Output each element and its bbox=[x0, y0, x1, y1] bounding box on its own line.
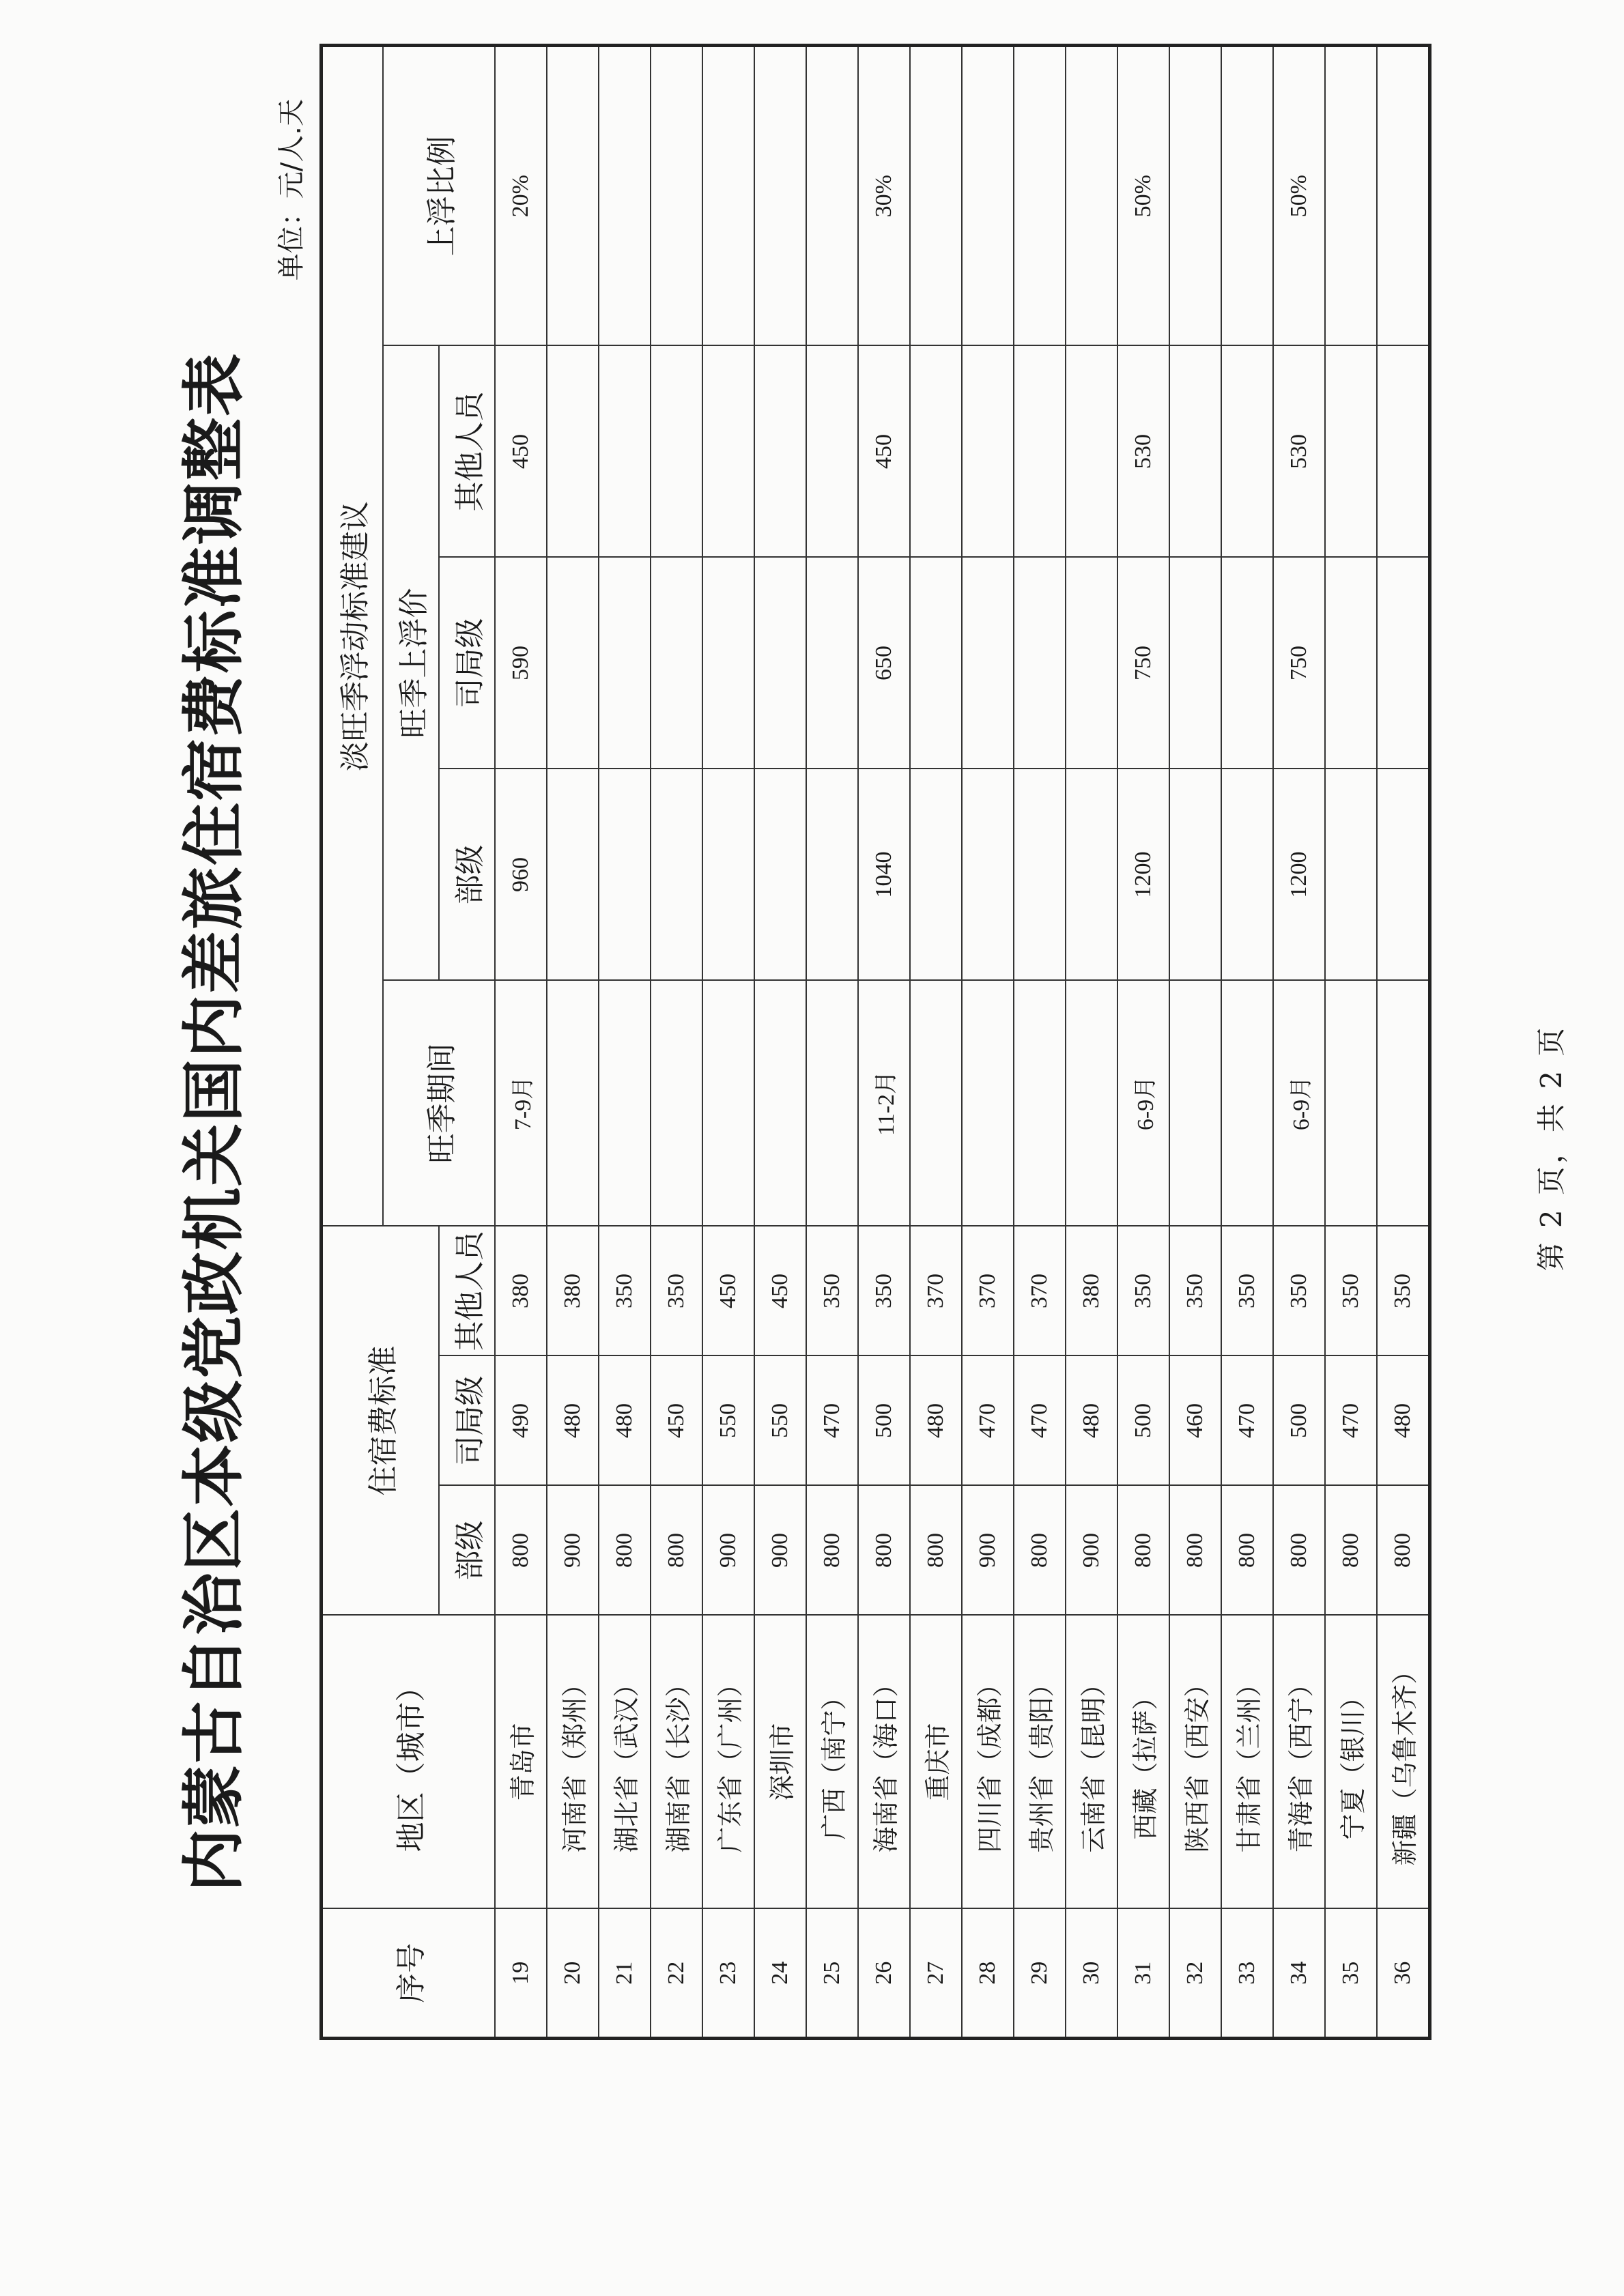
cell-ratio bbox=[1066, 45, 1117, 345]
cell-peak-minister bbox=[1221, 769, 1273, 981]
cell-seq: 23 bbox=[702, 1909, 754, 2039]
cell-ratio bbox=[1325, 45, 1377, 345]
cell-seq: 29 bbox=[1014, 1909, 1066, 2039]
cell-director: 470 bbox=[1014, 1356, 1066, 1486]
table-row bbox=[495, 45, 547, 2038]
table-row bbox=[858, 45, 910, 2038]
cell-peak-minister: 1200 bbox=[1117, 769, 1169, 981]
table-row bbox=[806, 45, 858, 2038]
cell-others: 350 bbox=[1273, 1226, 1325, 1356]
cell-peak-director bbox=[702, 558, 754, 769]
cell-director: 480 bbox=[1377, 1356, 1430, 1486]
header-peak-director: 司局级 bbox=[439, 558, 495, 769]
cell-peak-period bbox=[910, 981, 962, 1226]
cell-region: 新疆（乌鲁木齐） bbox=[1377, 1616, 1430, 1909]
cell-seq: 33 bbox=[1221, 1909, 1273, 2039]
cell-seq: 36 bbox=[1377, 1909, 1430, 2039]
cell-others: 350 bbox=[1117, 1226, 1169, 1356]
cell-peak-director bbox=[910, 558, 962, 769]
table-row bbox=[702, 45, 754, 2038]
cell-ratio bbox=[702, 45, 754, 345]
cell-region: 西藏（拉萨） bbox=[1117, 1616, 1169, 1909]
cell-ratio bbox=[1377, 45, 1430, 345]
cell-peak-period bbox=[651, 981, 702, 1226]
cell-peak-director bbox=[806, 558, 858, 769]
cell-region: 广东省（广州） bbox=[702, 1616, 754, 1909]
cell-peak-others bbox=[1325, 346, 1377, 558]
cell-seq: 35 bbox=[1325, 1909, 1377, 2039]
cell-minister: 800 bbox=[1377, 1486, 1430, 1616]
cell-seq: 32 bbox=[1169, 1909, 1221, 2039]
cell-others: 350 bbox=[651, 1226, 702, 1356]
cell-peak-period bbox=[806, 981, 858, 1226]
header-peak-minister: 部级 bbox=[439, 769, 495, 981]
cell-peak-director bbox=[1325, 558, 1377, 769]
cell-region: 河南省（郑州） bbox=[547, 1616, 599, 1909]
cell-peak-others bbox=[1221, 346, 1273, 558]
cell-peak-director: 750 bbox=[1117, 558, 1169, 769]
table-row bbox=[1169, 45, 1221, 2038]
cell-ratio bbox=[962, 45, 1014, 345]
cell-peak-others bbox=[651, 346, 702, 558]
cell-peak-minister: 960 bbox=[495, 769, 547, 981]
cell-region: 青岛市 bbox=[495, 1616, 547, 1909]
table-body bbox=[495, 45, 1430, 2038]
cell-minister: 900 bbox=[1066, 1486, 1117, 1616]
cell-peak-period bbox=[1066, 981, 1117, 1226]
cell-minister: 800 bbox=[1169, 1486, 1221, 1616]
header-lodging-standard: 住宿费标准 bbox=[322, 1226, 439, 1616]
cell-region: 湖北省（武汉） bbox=[599, 1616, 651, 1909]
cell-others: 350 bbox=[858, 1226, 910, 1356]
cell-seq: 30 bbox=[1066, 1909, 1117, 2039]
cell-peak-others bbox=[1169, 346, 1221, 558]
table-row bbox=[1325, 45, 1377, 2038]
cell-peak-period bbox=[599, 981, 651, 1226]
cell-ratio bbox=[547, 45, 599, 345]
cell-peak-director bbox=[547, 558, 599, 769]
cell-peak-period: 6-9月 bbox=[1273, 981, 1325, 1226]
cell-peak-period: 6-9月 bbox=[1117, 981, 1169, 1226]
cell-others: 450 bbox=[702, 1226, 754, 1356]
cell-peak-others bbox=[702, 346, 754, 558]
cell-minister: 900 bbox=[962, 1486, 1014, 1616]
cell-region: 海南省（海口） bbox=[858, 1616, 910, 1909]
header-director: 司局级 bbox=[439, 1356, 495, 1486]
cell-minister: 800 bbox=[599, 1486, 651, 1616]
cell-region: 青海省（西宁） bbox=[1273, 1616, 1325, 1909]
cell-peak-others bbox=[962, 346, 1014, 558]
page-footer: 第 2 页，共 2 页 bbox=[1535, 1024, 1568, 1272]
cell-peak-director bbox=[962, 558, 1014, 769]
cell-director: 460 bbox=[1169, 1356, 1221, 1486]
lodging-standard-table bbox=[319, 44, 1431, 2040]
cell-director: 480 bbox=[599, 1356, 651, 1486]
cell-minister: 900 bbox=[754, 1486, 806, 1616]
cell-minister: 800 bbox=[910, 1486, 962, 1616]
cell-peak-period bbox=[702, 981, 754, 1226]
cell-peak-minister: 1200 bbox=[1273, 769, 1325, 981]
cell-minister: 800 bbox=[651, 1486, 702, 1616]
cell-peak-minister bbox=[1325, 769, 1377, 981]
table-row bbox=[754, 45, 806, 2038]
cell-peak-others bbox=[806, 346, 858, 558]
cell-peak-director bbox=[1014, 558, 1066, 769]
cell-region: 广西（南宁） bbox=[806, 1616, 858, 1909]
cell-ratio bbox=[1014, 45, 1066, 345]
cell-peak-minister bbox=[1169, 769, 1221, 981]
cell-ratio: 30% bbox=[858, 45, 910, 345]
cell-peak-minister bbox=[702, 769, 754, 981]
cell-peak-period bbox=[1377, 981, 1430, 1226]
cell-peak-minister bbox=[806, 769, 858, 981]
header-seq: 序号 bbox=[322, 1909, 495, 2039]
cell-director: 450 bbox=[651, 1356, 702, 1486]
cell-peak-others: 530 bbox=[1117, 346, 1169, 558]
cell-others: 450 bbox=[754, 1226, 806, 1356]
cell-peak-others: 450 bbox=[495, 346, 547, 558]
cell-peak-minister bbox=[651, 769, 702, 981]
cell-region: 宁夏（银川） bbox=[1325, 1616, 1377, 1909]
cell-peak-director bbox=[1066, 558, 1117, 769]
cell-peak-others bbox=[1014, 346, 1066, 558]
cell-peak-period bbox=[1014, 981, 1066, 1226]
cell-peak-director: 750 bbox=[1273, 558, 1325, 769]
cell-others: 350 bbox=[1325, 1226, 1377, 1356]
cell-director: 470 bbox=[1221, 1356, 1273, 1486]
cell-director: 470 bbox=[962, 1356, 1014, 1486]
cell-peak-period: 7-9月 bbox=[495, 981, 547, 1226]
header-others: 其他人员 bbox=[439, 1226, 495, 1356]
unit-label: 单位：元/人.天 bbox=[276, 99, 307, 281]
cell-peak-minister bbox=[1377, 769, 1430, 981]
cell-peak-others bbox=[754, 346, 806, 558]
cell-others: 370 bbox=[962, 1226, 1014, 1356]
cell-director: 480 bbox=[910, 1356, 962, 1486]
cell-peak-minister bbox=[1014, 769, 1066, 981]
header-peak-rate: 旺季上浮价 bbox=[383, 346, 439, 981]
cell-ratio bbox=[599, 45, 651, 345]
cell-others: 350 bbox=[806, 1226, 858, 1356]
cell-peak-period bbox=[1325, 981, 1377, 1226]
cell-others: 370 bbox=[910, 1226, 962, 1356]
cell-peak-director: 650 bbox=[858, 558, 910, 769]
cell-peak-others bbox=[599, 346, 651, 558]
table-row bbox=[599, 45, 651, 2038]
cell-peak-minister bbox=[547, 769, 599, 981]
cell-minister: 800 bbox=[806, 1486, 858, 1616]
cell-seq: 25 bbox=[806, 1909, 858, 2039]
cell-peak-director bbox=[1377, 558, 1430, 769]
cell-ratio bbox=[1169, 45, 1221, 345]
cell-seq: 31 bbox=[1117, 1909, 1169, 2039]
cell-region: 陕西省（西安） bbox=[1169, 1616, 1221, 1909]
cell-peak-period bbox=[547, 981, 599, 1226]
cell-peak-minister bbox=[910, 769, 962, 981]
cell-others: 380 bbox=[1066, 1226, 1117, 1356]
cell-peak-director bbox=[599, 558, 651, 769]
cell-seq: 27 bbox=[910, 1909, 962, 2039]
cell-director: 550 bbox=[754, 1356, 806, 1486]
cell-peak-period bbox=[1221, 981, 1273, 1226]
cell-region: 甘肃省（兰州） bbox=[1221, 1616, 1273, 1909]
cell-ratio bbox=[806, 45, 858, 345]
header-minister: 部级 bbox=[439, 1486, 495, 1616]
header-ratio: 上浮比例 bbox=[383, 45, 495, 345]
cell-director: 480 bbox=[1066, 1356, 1117, 1486]
cell-ratio bbox=[910, 45, 962, 345]
cell-peak-others bbox=[1066, 346, 1117, 558]
cell-peak-period bbox=[1169, 981, 1221, 1226]
cell-minister: 800 bbox=[1117, 1486, 1169, 1616]
table-row bbox=[910, 45, 962, 2038]
cell-seq: 28 bbox=[962, 1909, 1014, 2039]
cell-seq: 26 bbox=[858, 1909, 910, 2039]
cell-peak-minister bbox=[962, 769, 1014, 981]
cell-peak-others: 450 bbox=[858, 346, 910, 558]
table-row bbox=[1014, 45, 1066, 2038]
cell-peak-others bbox=[910, 346, 962, 558]
cell-minister: 900 bbox=[702, 1486, 754, 1616]
cell-peak-director bbox=[1169, 558, 1221, 769]
cell-minister: 800 bbox=[1221, 1486, 1273, 1616]
cell-peak-period: 11-2月 bbox=[858, 981, 910, 1226]
cell-region: 贵州省（贵阳） bbox=[1014, 1616, 1066, 1909]
cell-region: 重庆市 bbox=[910, 1616, 962, 1909]
document-title: 内蒙古自治区本级党政机关国内差旅住宿费标准调整表 bbox=[177, 352, 251, 1893]
cell-peak-director bbox=[651, 558, 702, 769]
cell-minister: 800 bbox=[495, 1486, 547, 1616]
cell-seq: 19 bbox=[495, 1909, 547, 2039]
cell-ratio bbox=[651, 45, 702, 345]
table-row bbox=[962, 45, 1014, 2038]
cell-peak-others bbox=[547, 346, 599, 558]
cell-others: 380 bbox=[547, 1226, 599, 1356]
cell-ratio: 50% bbox=[1273, 45, 1325, 345]
cell-director: 470 bbox=[806, 1356, 858, 1486]
cell-peak-minister bbox=[599, 769, 651, 981]
cell-peak-director bbox=[754, 558, 806, 769]
table-row bbox=[547, 45, 599, 2038]
cell-minister: 800 bbox=[1325, 1486, 1377, 1616]
cell-peak-minister: 1040 bbox=[858, 769, 910, 981]
header-peak-others: 其他人员 bbox=[439, 346, 495, 558]
cell-others: 370 bbox=[1014, 1226, 1066, 1356]
cell-ratio: 50% bbox=[1117, 45, 1169, 345]
cell-others: 380 bbox=[495, 1226, 547, 1356]
cell-seq: 24 bbox=[754, 1909, 806, 2039]
cell-minister: 900 bbox=[547, 1486, 599, 1616]
cell-director: 480 bbox=[547, 1356, 599, 1486]
cell-director: 470 bbox=[1325, 1356, 1377, 1486]
cell-peak-minister bbox=[754, 769, 806, 981]
cell-minister: 800 bbox=[858, 1486, 910, 1616]
table-row bbox=[1221, 45, 1273, 2038]
cell-peak-others bbox=[1377, 346, 1430, 558]
cell-region: 云南省（昆明） bbox=[1066, 1616, 1117, 1909]
cell-others: 350 bbox=[1221, 1226, 1273, 1356]
cell-region: 四川省（成都） bbox=[962, 1616, 1014, 1909]
cell-director: 550 bbox=[702, 1356, 754, 1486]
cell-ratio: 20% bbox=[495, 45, 547, 345]
cell-director: 490 bbox=[495, 1356, 547, 1486]
cell-others: 350 bbox=[1377, 1226, 1430, 1356]
cell-seq: 34 bbox=[1273, 1909, 1325, 2039]
cell-seq: 22 bbox=[651, 1909, 702, 2039]
cell-peak-director bbox=[1221, 558, 1273, 769]
cell-region: 湖南省（长沙） bbox=[651, 1616, 702, 1909]
table-row bbox=[1066, 45, 1117, 2038]
table-row bbox=[651, 45, 702, 2038]
cell-director: 500 bbox=[1273, 1356, 1325, 1486]
header-season-suggestion: 淡旺季浮动标准建议 bbox=[322, 45, 383, 1226]
cell-seq: 20 bbox=[547, 1909, 599, 2039]
cell-minister: 800 bbox=[1273, 1486, 1325, 1616]
cell-ratio bbox=[1221, 45, 1273, 345]
cell-peak-others: 530 bbox=[1273, 346, 1325, 558]
table-row bbox=[1117, 45, 1169, 2038]
cell-ratio bbox=[754, 45, 806, 345]
cell-peak-period bbox=[962, 981, 1014, 1226]
cell-others: 350 bbox=[1169, 1226, 1221, 1356]
cell-minister: 800 bbox=[1014, 1486, 1066, 1616]
cell-seq: 21 bbox=[599, 1909, 651, 2039]
cell-others: 350 bbox=[599, 1226, 651, 1356]
table-row bbox=[1273, 45, 1325, 2038]
cell-peak-minister bbox=[1066, 769, 1117, 981]
header-region: 地区（城市） bbox=[322, 1616, 495, 1909]
cell-peak-director: 590 bbox=[495, 558, 547, 769]
table-row bbox=[1377, 45, 1430, 2038]
cell-region: 深圳市 bbox=[754, 1616, 806, 1909]
cell-director: 500 bbox=[1117, 1356, 1169, 1486]
cell-peak-period bbox=[754, 981, 806, 1226]
cell-director: 500 bbox=[858, 1356, 910, 1486]
header-peak-period: 旺季期间 bbox=[383, 981, 495, 1226]
